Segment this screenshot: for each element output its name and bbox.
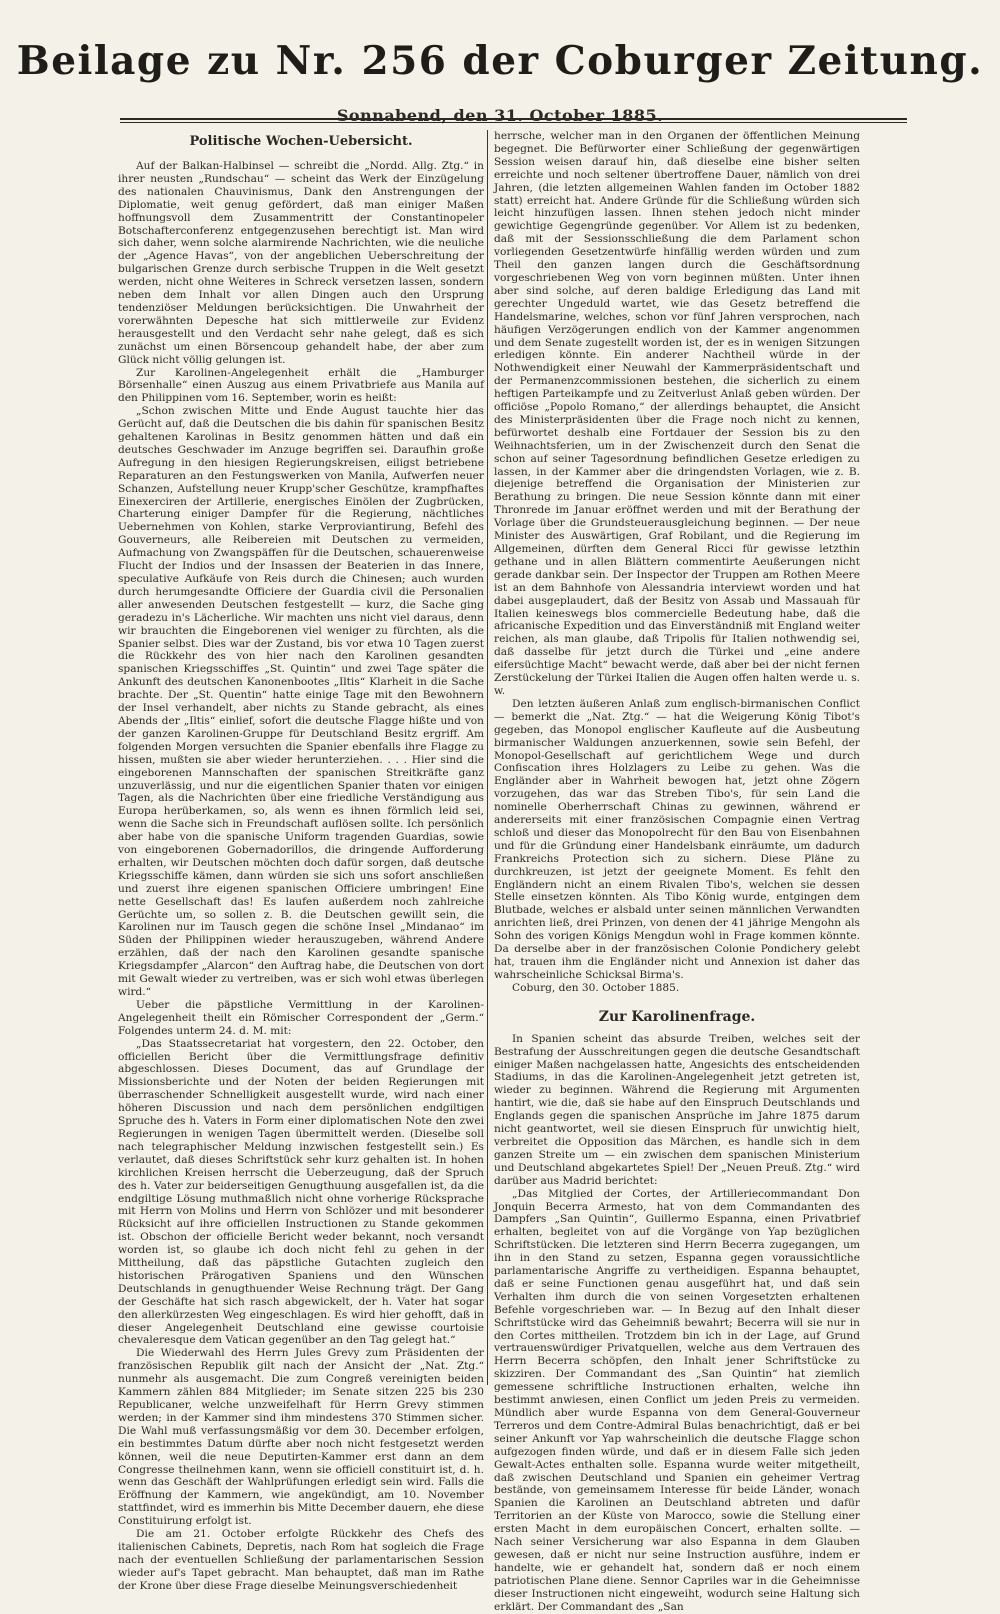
section-heading-politics: Politische Wochen-Uebersicht. xyxy=(189,134,413,149)
column-divider xyxy=(487,130,488,1385)
article-paragraph: In Spanien scheint das absurde Treiben, welches seit der Bestrafung der Ausschreitungen gegen die deutsche Gesandtschaft einiger Maßen nachgelassen hatte, Angesichts des entscheidenden Stadiums, in das die Karolinen-Angelegenheit jetzt getreten ist, wieder zu beginnen. Während die Regierung mit Argumenten hantirt, wie die, daß sie habe auf den Einspruch Deutschlands und Englands gegen die spanischen Ansprüche im Jahre 1875 darum nicht geantwortet, weil sie diesen Einspruch für unwichtig hielt, verbreitet die Opposition das Märchen, es handle sich in dem ganzen Streite um — ein zwischen dem spanischen Ministerium und Deutschland abgekartetes Spiel! Der „Neuen Preuß. Ztg.“ wird darüber aus Madrid berichtet: xyxy=(494,1032,860,1187)
left-column xyxy=(118,130,484,1592)
article-paragraph: Die Wiederwahl des Herrn Jules Grevy zum Präsidenten der französischen Republik gilt nach der Ansicht der „Nat. Ztg.“ nunmehr als ausgemacht. Die zum Congreß vereinigten beiden Kammern zählen 884 Mitglieder; im Senate sitzen 225 bis 230 Republicaner, welche unzweifelhaft für Herrn Grevy stimmen werden; in der Kammer sind ihm mindestens 370 Stimmen sicher. Die Wahl muß verfassungsmäßig vor dem 30. December erfolgen, ein bestimmtes Datum dürfte aber noch nicht festgesetzt werden können, weil die neue Deputirten-Kammer erst dann an dem Congresse theilnehmen kann, wenn sie officiell constituirt ist, d. h. wenn das Geschäft der Wahlprüfungen erledigt sein wird. Falls die Eröffnung der Kammern, wie angekündigt, am 10. November stattfindet, wird es immerhin bis Mitte December dauern, ehe diese Constituirung erfolgt ist. xyxy=(118,1347,484,1528)
newspaper-title: Beilage zu Nr. 256 der Coburger Zeitung. xyxy=(16,38,984,84)
masthead xyxy=(0,38,1000,126)
article-paragraph: Zur Karolinen-Angelegenheit erhält die „Hamburger Börsenhalle“ einen Auszug aus einem Privatbriefe aus Manila auf den Philippinen vom 16. September, worin es heißt: xyxy=(118,366,484,405)
article-paragraph: Auf der Balkan-Halbinsel — schreibt die „Nordd. Allg. Ztg.“ in ihrer neusten „Rundschau“ — scheint das Werk der Einzügelung des nationalen Chauvinismus, Dank den Anstrengungen der Diplomatie, weit genug gefördert, daß man einiger Maßen hoffnungsvoll dem Zusammentritt der Constantinopeler Botschafterconferenz entgegenzusehen berechtigt ist. Man wird sich daher, wenn solche alarmirende Nachrichten, wie die neuliche der „Agence Havas“, von der angeblichen Ueberschreitung der bulgarischen Grenze durch serbische Truppen in die Welt gesetzt werden, nicht ohne Weiteres in Schreck versetzen lassen, sondern neben dem Inhalt vor allen Dingen auch den Ursprung tendenziöser Meldungen berücksichtigen. Die Unwahrheit der vorerwähnten Depesche hat sich mittlerweile zur Evidenz herausgestellt und den Verdacht sehr nahe gelegt, daß es sich zunächst um einen Börsencoup gehandelt habe, der aber zum Glück nicht völlig gelungen ist. xyxy=(118,160,484,366)
quoted-report: „Das Mitglied der Cortes, der Artilleriecommandant Don Jonquin Becerra Armesto, hat von dem Commandanten des Dampfers „San Quintin“, Guillermo Espanna, einen Privatbrief erhalten, begleitet von auf die Vorgänge von Yap bezüglichen Schriftstücken. Die letzteren sind Herrn Becerra zugegangen, um ihn in den Stand zu setzen, Espanna gegen voraussichtliche parlamentarische Angriffe zu vertheidigen. Espanna behauptet, daß er seine Functionen genau ausgeführt hat, und daß sein Verhalten ihm durch die von seinen Vorgesetzten erhaltenen Befehle vorgeschrieben war. — In Bezug auf den Inhalt dieser Schriftstücke wird das Geheimniß bewahrt; Becerra will sie nur in den Cortes mittheilen. Trotzdem bin ich in der Lage, auf Grund vertrauenswürdiger Privatquellen, welche aus dem Vertrauen des Herrn Becerra schöpfen, den Inhalt jener Schriftstücke zu skizziren. Der Commandant des „San Quintin“ hat ziemlich gemessene schriftliche Instructionen erhalten, welche ihn bestimmt anwiesen, einen Conflict um jeden Preis zu vermeiden. Mündlich aber wurde Espanna von dem General-Gouverneur Terreros und dem Contre-Admiral Bulas benachrichtigt, daß er bei seiner Ankunft vor Yap wahrscheinlich die deutsche Flagge schon aufgezogen finden würde, und daß er in diesem Falle sich jeden Gewalt-Actes enthalten solle. Espanna wurde weiter mitgetheilt, daß zwischen Deutschland und Spanien ein geheimer Vertrag bestände, von gemeinsamem Interesse für beide Länder, wonach Spanien die Karolinen an Deutschland abtreten und dafür Territorien an der Küste von Marocco, sowie die Stellung einer ersten Macht in dem europäischen Concert, erhalten sollte. — Nach seiner Versicherung war also Espanna in dem Glauben gewesen, daß er nicht nur seine Instruction ausführe, indem er handelte, wie er gehandelt hat, sondern daß er noch einem patriotischen Plane diene. Sennor Capriles war in die Geheimnisse dieser Instructionen nicht eingeweiht, wodurch seine Haltung sich erklärt. Der Commandant des „San xyxy=(494,1187,860,1613)
dateline: Sonnabend, den 31. October 1885. xyxy=(336,106,664,125)
dateline-signature: Coburg, den 30. October 1885. xyxy=(512,981,680,994)
quoted-report: „Das Staatssecretariat hat vorgestern, den 22. October, den officiellen Bericht über die Vermittlungsfrage definitiv abgeschlossen. Dieses Document, das auf Grundlage der Missionsberichte und der Noten der beiden Regierungen mit überraschender Schnelligkeit ausgestellt wurde, wird nach einer höheren Discussion und nach dem persönlichen endgiltigen Spruche des h. Vaters in Form einer diplomatischen Note den zwei Regierungen in wenigen Tagen übermittelt werden. (Dieselbe soll nach telegraphischer Meldung inzwischen festgestellt sein.) Es verlautet, daß dieses Schriftstück sehr kurz gehalten ist. In hohen kirchlichen Kreisen herrscht die Ueberzeugung, daß der Spruch des h. Vater zur beiderseitigen Genugthuung ausgefallen ist, da die endgiltige Lösung muthmaßlich nicht ohne vorherige Rücksprache mit Herrn von Molins und Herrn von Schlözer und mit besonderer Rücksicht auf ihre officiellen Instructionen zu Stande gekommen ist. Obschon der officielle Bericht weder bekannt, noch versandt worden ist, so glaube ich doch nicht fehl zu gehen in der Mittheilung, daß das päpstliche Gutachten zugleich den historischen Prärogativen Spaniens und den Wünschen Deutschlands in genugthuender Weise Rechnung trägt. Der Gang der Geschäfte hat sich rasch abgewickelt, der h. Vater hat sogar den allerkürzesten Weg eingeschlagen. Es wird hier gehofft, daß in dieser Angelegenheit Deutschland eine gewisse courtoisie chevaleresque dem Vatican gegenüber an den Tag gelegt hat.“ xyxy=(118,1037,484,1347)
section-heading-karolinen: Zur Karolinenfrage. xyxy=(598,1008,756,1025)
right-column xyxy=(494,130,860,1613)
article-paragraph: herrsche, welcher man in den Organen der öffentlichen Meinung begegnet. Die Befürworter einer Schließung der gegenwärtigen Session weisen darauf hin, daß dieselbe eine bisher selten erreichte und noch seltener übertroffene Dauer, nämlich von drei Jahren, (die letzten allgemeinen Wahlen fanden im October 1882 statt) erreicht hat. Andere Gründe für die Schließung würden sich leicht hinzufügen lassen. Ihnen stehen jedoch nicht minder gewichtige Gegengründe gegenüber. Vor Allem ist zu bedenken, daß mit der Sessionsschließung die dem Parlament schon vorliegenden Gesetzentwürfe hinfällig werden würden und zum Theil den ganzen langen durch die Geschäftsordnung vorgeschriebenen Weg von vorn beginnen müßten. Unter ihnen aber sind solche, auf deren baldige Erledigung das Land mit gerechter Ungeduld wartet, wie das Gesetz betreffend die Handelsmarine, welches, schon vor fünf Jahren versprochen, nach häufigen Verzögerungen endlich von der Kammer angenommen und dem Senate zugestellt worden ist, der es in wenigen Sitzungen erledigen könnte. Ein anderer Nachtheil würde in der Nothwendigkeit einer Neuwahl der Kammerpräsidentschaft und der Permanenzcommissionen bestehen, die sicherlich zu einem heftigen Parteikampfe und zu Zeitverlust Anlaß geben würden. Der officiöse „Popolo Romano,“ der allerdings behauptet, die Ansicht des Ministerpräsidenten über die Frage noch nicht zu kennen, befürwortet deshalb eine Fortdauer der Session bis zu den Weihnachtsferien, um in der Zwischenzeit durch den Senat die schon auf seiner Tagesordnung befindlichen Gesetze erledigen zu lassen, in der Kammer aber die dringendsten Vorlagen, wie z. B. diejenige betreffend die Organisation der Ministerien zur Berathung zu bringen. Die neue Session könnte dann mit einer Thronrede im Januar eröffnet werden und mit der Berathung der Vorlage über die Grundsteuerausgleichung beginnen. — Der neue Minister des Auswärtigen, Graf Robilant, und die Regierung im Allgemeinen, dürften dem General Ricci für gewisse letzthin gethane und in allen Blättern commentirte Aeußerungen nicht gerade dankbar sein. Der Inspector der Truppen am Rothen Meere ist an dem Bahnhofe von Alessandria interviewt worden und hat dabei ausgeplaudert, daß der Besitz von Assab und Massauah für Italien keineswegs blos commercielle Bedeutung habe, daß die africanische Expedition und das Einverständniß mit England weiter reichen, als man glaube, daß Tripolis für Italien nothwendig sei, daß dasselbe für jetzt durch die Türkei und „eine andere eifersüchtige Macht“ bewacht werde, daß aber bei der nicht fernen Zerstückelung der Türkei Italien die Augen offen halten werde u. s. w. xyxy=(494,130,860,697)
article-paragraph: Den letzten äußeren Anlaß zum englisch-birmanischen Conflict — bemerkt die „Nat. Ztg.“ — hat die Weigerung König Tibot's gegeben, das Monopol englischer Kaufleute auf die Ausbeutung birmanischer Waldungen anzuerkennen, sowie sein Befehl, der Monopol-Gesellschaft auf gerichtlichem Wege und durch Confiscation ihres Holzlagers zu Leibe zu gehen. Was die Engländer aber in Wahrheit bewogen hat, jetzt ohne Zögern vorzugehen, das war das Streben Tibo's, für sein Land die nominelle Oberherrschaft Chinas zu gewinnen, während er andererseits mit einer französischen Compagnie einen Vertrag schloß und dieser das Monopolrecht für den Bau von Eisenbahnen und für die Gründung einer Handelsbank einräumte, um dadurch Frankreichs Protection sich zu sichern. Diese Pläne zu durchkreuzen, ist jetzt der geeignete Moment. Es fehlt den Engländern nicht an einem Rivalen Tibo's, welchen sie dessen Stelle einsetzen könnten. Als Tibo König wurde, entgingen dem Blutbade, welches er alsbald unter seinen männlichen Verwandten anrichten ließ, drei Prinzen, von denen der 41 jährige Mengohn als Sohn des vorigen Königs Mengdun wohl in Frage kommen könnte. Da derselbe aber in der französischen Colonie Pondichery gelebt hat, trauen ihm die Engländer nicht und Annexion ist daher das wahrscheinliche Schicksal Birma's. xyxy=(494,697,860,981)
article-paragraph: Ueber die päpstliche Vermittlung in der Karolinen-Angelegenheit theilt ein Römischer Correspondent der „Germ.“ Folgendes unterm 24. d. M. mit: xyxy=(118,998,484,1037)
masthead-rule xyxy=(120,118,907,123)
article-paragraph: Die am 21. October erfolgte Rückkehr des Chefs des italienischen Cabinets, Depretis, nach Rom hat sogleich die Frage nach der eventuellen Schließung der parlamentarischen Session wieder auf's Tapet gebracht. Man behauptet, daß man im Rathe der Krone über diese Frage dieselbe Meinungsverschiedenheit xyxy=(118,1528,484,1592)
quoted-letter: „Schon zwischen Mitte und Ende August tauchte hier das Gerücht auf, daß die Deutschen die bis dahin für spanischen Besitz gehaltenen Karolinas in Besitz genommen hätten und daß ein deutsches Geschwader im Anzuge begriffen sei. Daraufhin große Aufregung in den hiesigen Regierungskreisen, eiligst betriebene Reparaturen an den Festungswerken von Manila, Aufwerfen neuer Schanzen, Aufstellung neuer Krupp'scher Geschütze, krampfhaftes Einexerciren der Artillerie, energisches Einölen der Zugbrücken, Charterung einiger Dampfer für die Regierung, nächtliches Uebernehmen von Kohlen, starke Verproviantirung, Befehl des Gouverneurs, alle Reibereien mit Deutschen zu vermeiden, Aufmachung von Zwangspäffen für die Deutschen, schauerenweise Flucht der Indios und der Insassen der Beaterien in das Innere, speculative Aufkäufe von Reis durch die Chinesen; auch wurden durch herumgesandte Officiere der Guardia civil die Personalien aller anwesenden Deutschen festgestellt — kurz, die Sache ging geradezu in's Lächerliche. Wir machten uns nicht viel daraus, denn wir brauchten die Eingeborenen viel weniger zu fürchten, als die Spanier selbst. Dies war der Zustand, bis vor etwa 10 Tagen zuerst die Rückkehr des von hier nach den Karolinen gesandten spanischen Kriegsschiffes „St. Quintin“ und zwei Tage später die Ankunft des deutschen Kanonenbootes „Iltis“ Klarheit in die Sache brachte. Der „St. Quentin“ hatte einige Tage mit den Bewohnern der Insel verhandelt, aber nichts zu Stande gebracht, als eines Abends der „Iltis“ einlief, sofort die deutsche Flagge hißte und von der ganzen Karolinen-Gruppe für Deutschland Besitz ergriff. Am folgenden Morgen versuchten die Spanier ebenfalls ihre Flagge zu hissen, mußten sie aber wieder herunterziehen. . . . Hier sind die eingeborenen Mannschaften der spanischen Streitkräfte ganz unzuverlässig, und nur die eigentlichen Spanier thaten vor einigen Tagen, als die Nachrichten über eine friedliche Verständigung aus Europa herüberkamen, so, als wenn es ihnen förmlich leid sei, wenn die Sache sich in Freundschaft auflösen sollte. Ich persönlich aber habe von die spanische Uniform tragenden Guardias, sowie von eingeborenen Gobernadorillos, die dringende Aufforderung erhalten, wir Deutschen möchten doch dafür sorgen, daß deutsche Kriegsschiffe kämen, dann würden sie sich uns sofort anschließen und zuerst ihre eigenen spanischen Officiere umbringen! Eine nette Gesellschaft das! Es laufen außerdem noch zahlreiche Gerüchte um, so sollen z. B. die Deutschen gewillt sein, die Karolinen nur im Tausch gegen die schöne Insel „Mindanao“ im Süden der Philippinen wieder herauszugeben, während Andere erzählen, daß der nach den Karolinen gesandte spanische Kriegsdampfer „Alarcon“ den Auftrag habe, die Deutschen von dort mit Gewalt wieder zu vertreiben, was er sich wohl etwas überlegen wird.“ xyxy=(118,405,484,998)
